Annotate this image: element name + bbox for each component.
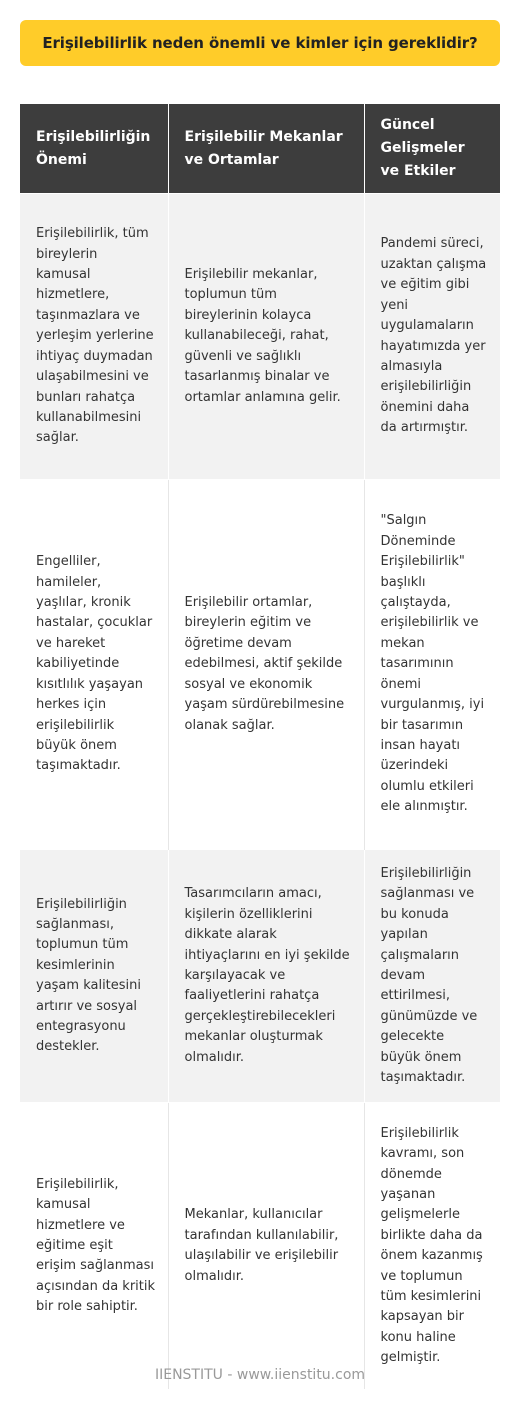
table-cell: Erişilebilirlik, tüm bireylerin kamusal hizmetlere, taşınmazlara ve yerleşim yerlerine ihtiyaç duymadan ulaşabilmesini ve bunları rahatça kullanabilmesini sağlar. — [20, 194, 168, 480]
footer-credit: IIENSTITU - www.iienstitu.com — [154, 1367, 366, 1383]
column-header-spaces: Erişilebilir Mekanlar ve Ortamlar — [168, 104, 364, 194]
info-table — [20, 104, 500, 1389]
table-cell: Erişilebilirliğin sağlanması ve bu konuda yapılan çalışmaların devam ettirilmesi, günümüzde ve gelecekte büyük önem taşımaktadır. — [364, 850, 500, 1103]
page-title: Erişilebilirlik neden önemli ve kimler için gereklidir? — [20, 20, 500, 66]
table-cell: Erişilebilirliğin sağlanması, toplumun tüm kesimlerinin yaşam kalitesini artırır ve sosyal entegrasyonu destekler. — [20, 850, 168, 1103]
table-cell: Mekanlar, kullanıcılar tarafından kullanılabilir, ulaşılabilir ve erişilebilir olmalıdır. — [168, 1103, 364, 1389]
table-cell: Erişilebilirlik, kamusal hizmetlere ve eğitime eşit erişim sağlanması açısından da kritik bir role sahiptir. — [20, 1103, 168, 1389]
table-cell: Engelliler, hamileler, yaşlılar, kronik hastalar, çocuklar ve hareket kabiliyetinde kısıtlılık yaşayan herkes için erişilebilirlik büyük önem taşımaktadır. — [20, 480, 168, 850]
table-cell: Erişilebilir mekanlar, toplumun tüm bireylerinin kolayca kullanabileceği, rahat, güvenli ve sağlıklı tasarlanmış binalar ve ortamlar anlamına gelir. — [168, 194, 364, 480]
table-cell: "Salgın Döneminde Erişilebilirlik" başlıklı çalıştayda, erişilebilirlik ve mekan tasarımının önemi vurgulanmış, iyi bir tasarımın insan hayatı üzerindeki olumlu etkileri ele alınmıştır. — [364, 480, 500, 850]
table-cell: Tasarımcıların amacı, kişilerin özelliklerini dikkate alarak ihtiyaçlarını en iyi şekilde karşılayacak ve faaliyetlerini rahatça gerçekleştirebilecekleri mekanlar oluşturmak olmalıdır. — [168, 850, 364, 1103]
table-cell: Erişilebilir ortamlar, bireylerin eğitim ve öğretime devam edebilmesi, aktif şekilde sosyal ve ekonomik yaşam sürdürebilmesine olanak sağlar. — [168, 480, 364, 850]
column-header-developments: Güncel Gelişmeler ve Etkiler — [364, 104, 500, 194]
column-header-importance: Erişilebilirliğin Önemi — [20, 104, 168, 194]
table-cell: Erişilebilirlik kavramı, son dönemde yaşanan gelişmelerle birlikte daha da önem kazanmış ve toplumun tüm kesimlerini kapsayan bir konu haline gelmiştir. — [364, 1103, 500, 1389]
table-cell: Pandemi süreci, uzaktan çalışma ve eğitim gibi yeni uygulamaların hayatımızda yer almasıyla erişilebilirliğin önemini daha da artırmıştır. — [364, 194, 500, 480]
table-header-row — [20, 104, 500, 194]
table-row — [20, 1103, 500, 1389]
table-row — [20, 480, 500, 850]
table-row — [20, 194, 500, 480]
table-row — [20, 850, 500, 1103]
